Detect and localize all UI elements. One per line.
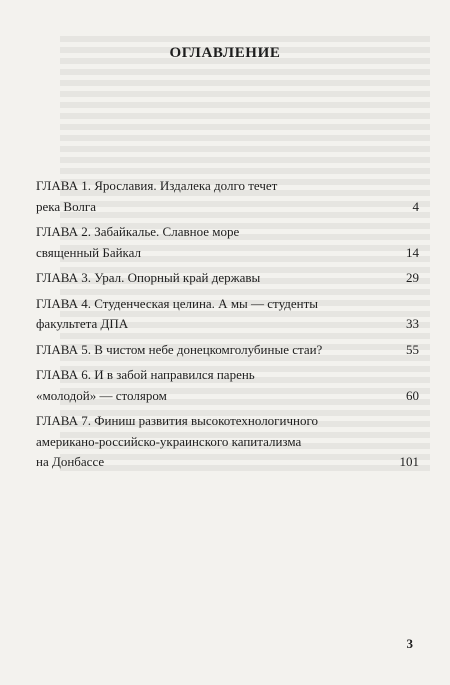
toc-entry-text: «молодой» — столяром (36, 387, 167, 403)
toc-entry-chapter-3[interactable] (36, 268, 419, 289)
toc-entry-chapter-6[interactable] (36, 365, 419, 406)
toc-entry-chapter-4[interactable] (36, 294, 419, 335)
toc-entry-text: ГЛАВА 6. И в забой направился парень (36, 367, 255, 382)
toc-entry-text: ГЛАВА 7. Финиш развития высокотехнологичного (36, 413, 318, 428)
toc-entry-text: священный Байкал (36, 244, 142, 260)
page-number: 3 (406, 636, 413, 651)
page-title: ОГЛАВЛЕНИЕ (169, 45, 281, 61)
toc-page-number: 60 (406, 387, 419, 403)
toc-entry-chapter-2[interactable] (36, 222, 419, 263)
toc-page-number: 55 (406, 341, 419, 357)
table-of-contents (36, 176, 419, 478)
toc-page-number: 101 (399, 454, 419, 469)
toc-page-number: 14 (406, 244, 419, 260)
toc-page-number: 29 (406, 270, 419, 285)
toc-entry-text: американо-российско-украинского капитализма (36, 433, 302, 449)
toc-page-number: 4 (412, 198, 419, 214)
toc-entry-chapter-7[interactable] (36, 411, 419, 473)
toc-entry-text: ГЛАВА 1. Ярославия. Издалека долго течет (36, 178, 278, 193)
toc-entry-text: ГЛАВА 4. Студенческая целина. А мы — студенты (36, 295, 319, 311)
toc-entry-chapter-5[interactable] (36, 340, 419, 361)
toc-entry-text: ГЛАВА 3. Урал. Опорный край державы (36, 270, 261, 285)
toc-entry-text: река Волга (36, 198, 96, 214)
toc-entry-text: факультета ДПА (36, 316, 129, 331)
toc-entry-text: ГЛАВА 2. Забайкалье. Славное море (36, 224, 240, 239)
toc-entry-chapter-1[interactable] (36, 176, 419, 217)
toc-entry-text: на Донбассе (36, 454, 105, 469)
toc-page-number: 33 (406, 316, 419, 331)
toc-entry-text: ГЛАВА 5. В чистом небе донецкомголубиные стаи? (36, 341, 323, 357)
